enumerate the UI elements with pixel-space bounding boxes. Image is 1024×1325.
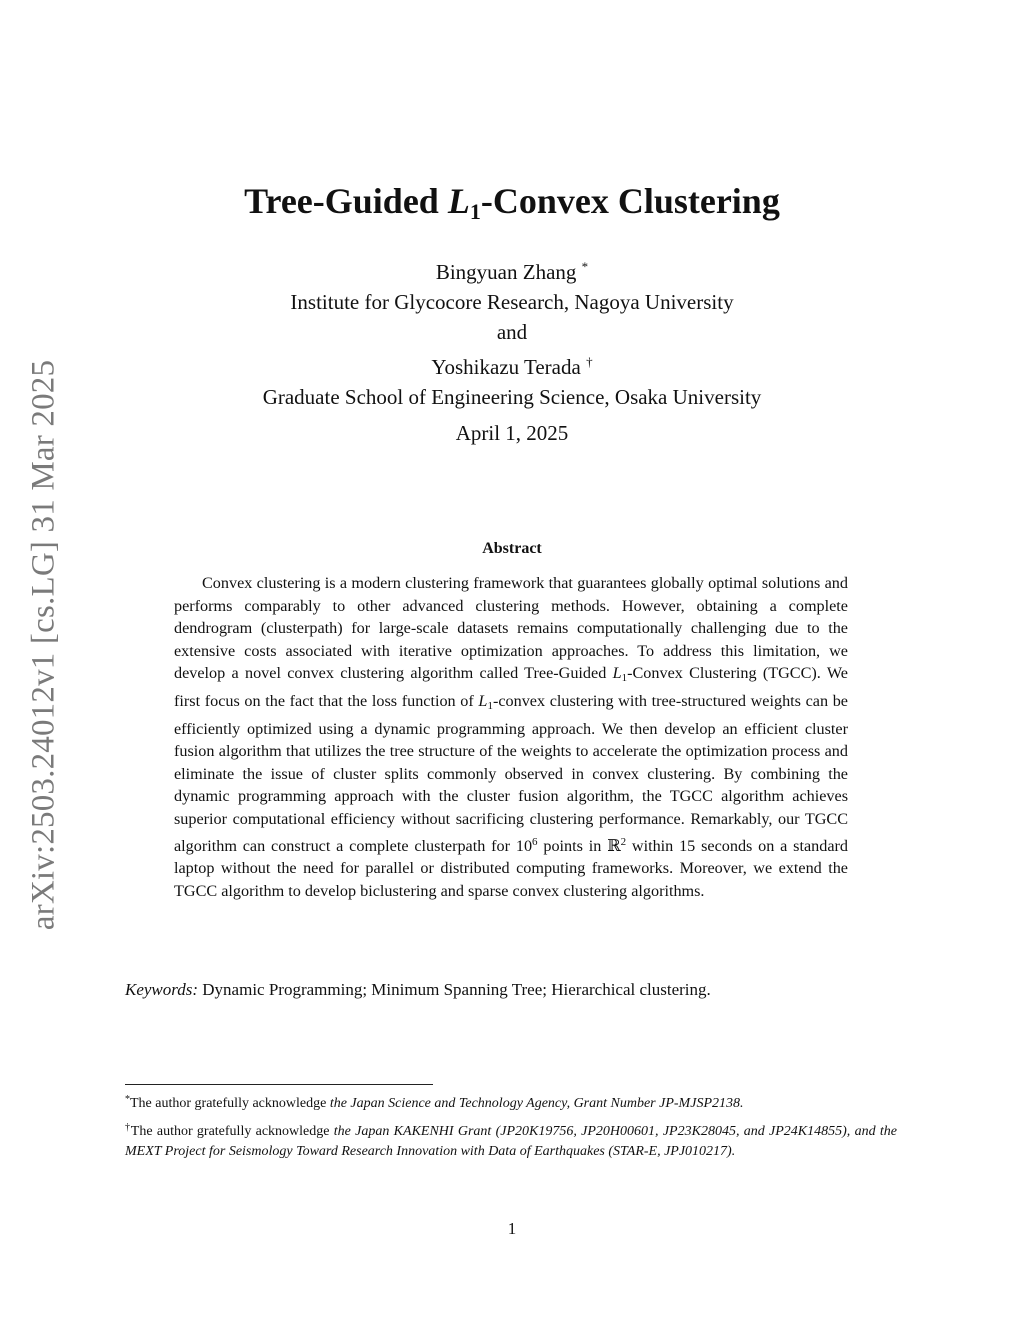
- page-number: 1: [507, 1219, 517, 1238]
- abstract-text-4: points in: [537, 836, 608, 855]
- arxiv-side-stamp: arXiv:2503.24012v1 [cs.LG] 31 Mar 2025: [25, 359, 62, 931]
- author-1-affiliation: Institute for Glycocore Research, Nagoya University: [290, 290, 734, 314]
- footnote-1-mark: *: [125, 1094, 130, 1105]
- footnote-1-italic: the Japan Science and Technology Agency, Grant Number JP-MJSP2138.: [329, 1096, 744, 1111]
- abstract-math-2-sub: 1: [487, 699, 493, 712]
- title-text-after: -Convex Clustering: [480, 181, 780, 221]
- author-1-footnote-mark: *: [581, 259, 589, 274]
- abstract-text-3: -convex clustering with tree-structured weights can be efficiently optimized using a dynamic programming approach. We then develop an efficient cluster fusion algorithm that utilizes the tree structure of the weights to accelerate the optimization process and eliminate the issue of cluster splits commonly observed in convex clustering. By combining the dynamic programming approach with the cluster fusion algorithm, the TGCC algorithm achieves superior computational efficiency without sacrificing clustering performance. Remarkably, our TGCC algorithm can construct a complete clusterpath for: [174, 691, 848, 855]
- title-text-before: Tree-Guided: [244, 181, 448, 221]
- abstract-body: [174, 572, 848, 902]
- abstract-math-1-var: L: [612, 664, 622, 683]
- abstract-space-symbol: ℝ: [607, 836, 621, 855]
- author-block: [0, 252, 1024, 412]
- footnote-2-plain: The author gratefully acknowledge: [130, 1124, 334, 1139]
- abstract-num-base: 10: [515, 836, 533, 855]
- abstract-space-exp: 2: [620, 835, 627, 848]
- footnote-1-plain: The author gratefully acknowledge: [130, 1096, 330, 1111]
- abstract-text-1: Convex clustering is a modern clustering framework that guarantees globally optimal solutions and performs comparably to other advanced clustering methods. However, obtaining a complete dendrogram (clusterpath) for large-scale datasets remains computationally challenging due to the extensive costs associated with iterative optimization approaches. To address this limitation, we develop a novel convex clustering algorithm called Tree-Guided: [174, 574, 848, 683]
- keywords-label: Keywords:: [125, 980, 199, 999]
- footnote-2: [125, 1118, 897, 1162]
- author-2-affiliation: Graduate School of Engineering Science, Osaka University: [262, 385, 762, 409]
- abstract-math-1-sub: 1: [621, 672, 628, 685]
- author-2: [0, 347, 1024, 382]
- title-math-sub: 1: [469, 199, 481, 224]
- footnote-2-italic: the Japan KAKENHI Grant (JP20K19756, JP20H00601, JP23K28045, and JP24K14855), and the MEXT Project for Seismology Toward Research Innovation with Data of Earthquakes (STAR-E, JPJ010217).: [125, 1124, 897, 1159]
- abstract-text-2: -Convex Clustering (TGCC). We first focus on the fact that the loss function of: [174, 664, 848, 710]
- footnote-1: [125, 1090, 897, 1114]
- keywords-line: [125, 980, 905, 1000]
- author-1: [0, 252, 1024, 287]
- footnote-2-mark: †: [125, 1122, 131, 1133]
- author-1-name: Bingyuan Zhang: [435, 260, 577, 284]
- paper-title: [0, 180, 1024, 225]
- abstract-text-5: within 15 seconds on a standard laptop without the need for parallel or distributed computing frameworks. Moreover, we extend the TGCC algorithm to develop biclustering and sparse convex clustering algorithms.: [174, 836, 848, 900]
- footnotes: [125, 1090, 897, 1166]
- title-math-var: L: [447, 181, 470, 221]
- paper-date: April 1, 2025: [455, 421, 569, 445]
- author-2-name: Yoshikazu Terada: [431, 355, 581, 379]
- footnote-divider: [125, 1084, 433, 1085]
- author-2-footnote-mark: †: [586, 354, 593, 369]
- keywords-text: Dynamic Programming; Minimum Spanning Tree; Hierarchical clustering.: [202, 980, 711, 999]
- abstract-math-2-var: L: [478, 691, 488, 710]
- abstract-heading: Abstract: [482, 540, 542, 557]
- author-conjunction: and: [496, 320, 528, 344]
- abstract-num-exp: 6: [532, 835, 538, 848]
